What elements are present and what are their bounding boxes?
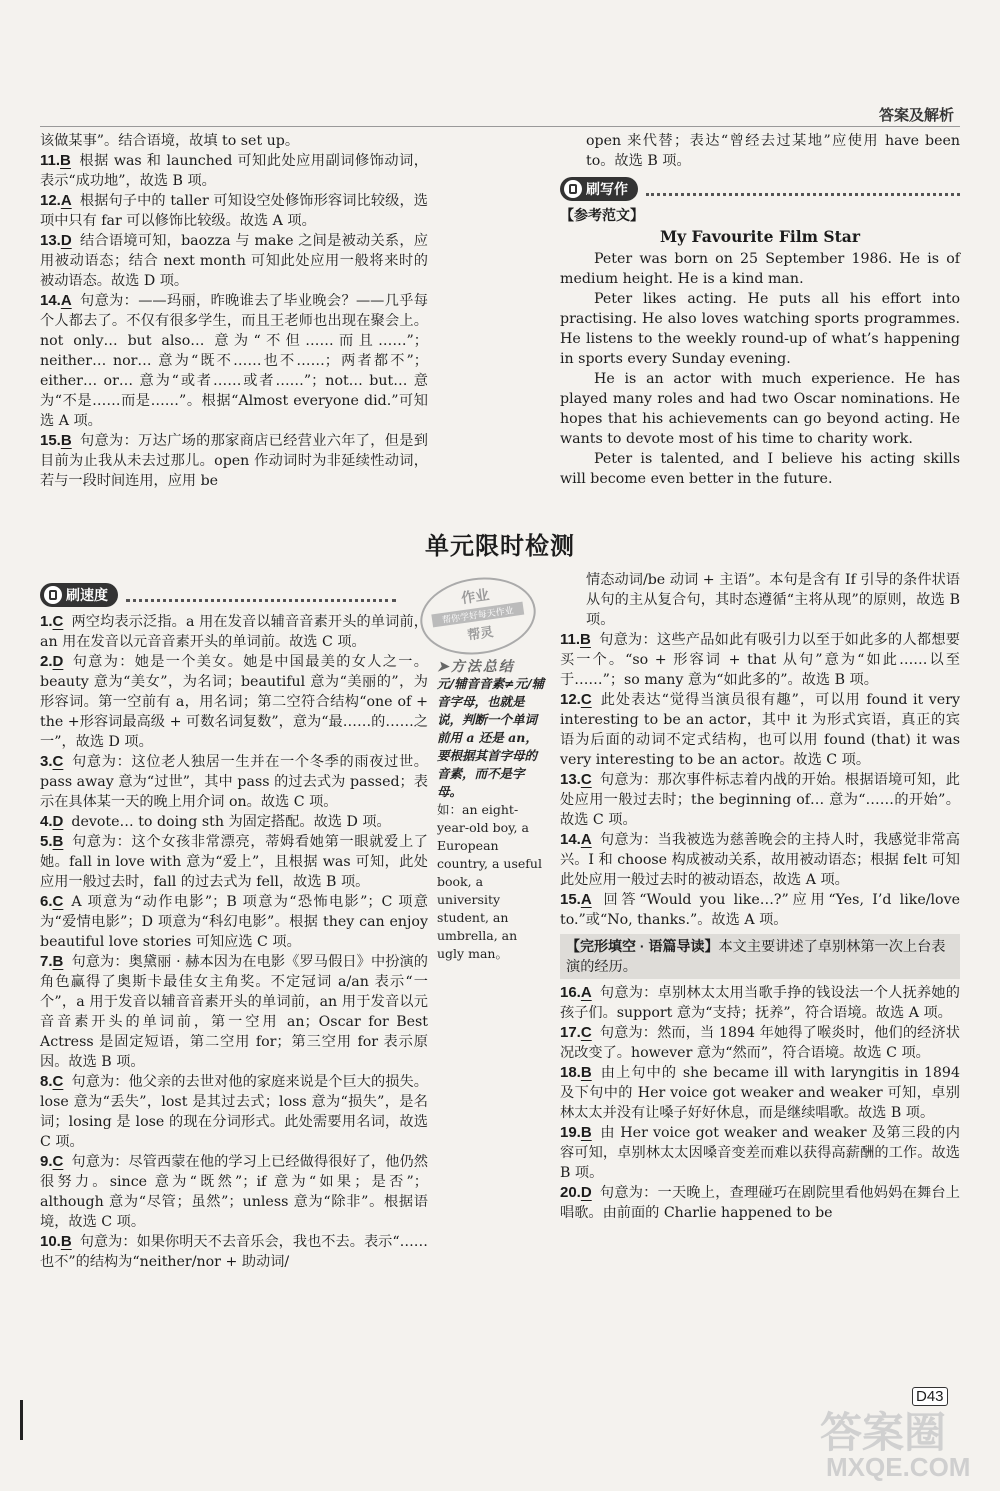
item-answer: C bbox=[580, 691, 592, 708]
answer-item bbox=[40, 131, 428, 151]
item-explanation: 句意为：奥黛丽 · 赫本因为在电影《罗马假日》中扮演的角色赢得了奥斯卡最佳女主角奖。不定冠词 a/an 表示“一个”，a 用于发音以辅音音素开头的单词前，an 用于发音以元音音素开头的单词前，第一空用 an；Oscar for Best Actress 是固定短语，第二空用 for；第三空用 for 表示原因。故选 B 项。 bbox=[40, 954, 428, 1070]
page-number: D43 bbox=[912, 1387, 948, 1406]
item-explanation: 句意为：那次事件标志着内战的开始。根据语境可知，此处应用一般过去时；the beginning of… 意为“……的开始”。故选 C 项。 bbox=[560, 772, 960, 828]
cloze-intro-box bbox=[560, 934, 960, 979]
speed-tag bbox=[40, 583, 118, 607]
answer-item bbox=[560, 890, 960, 930]
answer-item bbox=[40, 752, 428, 812]
right-bottom-continuation: 情态动词/be 动词 + 主语”。本句是含有 If 引导的条件状语从句的主从复合句，其时态遵循“主将从现”的原则，故选 B 项。 bbox=[586, 572, 960, 628]
item-number: 8. bbox=[40, 1073, 53, 1090]
item-number: 2. bbox=[40, 653, 53, 670]
item-answer: B bbox=[60, 152, 71, 169]
item-explanation: A 项意为“动作电影”；B 项意为“恐怖电影”；C 项意为“爱情电影”；D 项意为“科幻电影”。根据 they can enjoy beautiful love stories 可知应选 C 项。 bbox=[40, 894, 428, 950]
answer-item bbox=[560, 770, 960, 830]
item-explanation: 根据句子中的 taller 可知设空处修饰形容词比较级，选项中只有 far 可以修饰比较级。故选 A 项。 bbox=[40, 193, 428, 229]
item-answer: B bbox=[52, 953, 64, 970]
section-title: 单元限时检测 bbox=[425, 533, 575, 560]
method-summary-en: 如：an eight-year-old boy, a European country, a useful book, a university student, an umbrella, an ugly man。 bbox=[437, 802, 542, 961]
item-explanation: 句意为：当我被选为慈善晚会的主持人时，我感觉非常高兴。I 和 choose 构成被动关系，故用被动语态；根据 felt 可知此处应用一般过去时的被动语态，故选 A 项。 bbox=[560, 832, 960, 888]
item-explanation: 由 Her voice got weaker and weaker 及第三段的内容可知，卓别林太太因嗓音变差而难以获得高薪酬的工作。故选 B 项。 bbox=[560, 1125, 960, 1181]
answer-item bbox=[560, 1183, 960, 1223]
item-explanation: 句意为：尽管西蒙在他的学习上已经做得很好了，他仍然很努力。since 意为“既然”；if 意为“如果；是否”；although 意为“尽管；虽然”；unless 意为“除非”。根据语境，故选 C 项。 bbox=[40, 1154, 428, 1230]
method-summary-cn: 元/辅音音素≠元/辅音字母，也就是说，判断一个单词前用 a 还是 an，要根据其首字母的音素，而不是字母。 bbox=[437, 676, 545, 799]
item-answer: C bbox=[580, 771, 592, 788]
stamp-bottom-text: 帮灵 bbox=[466, 624, 495, 643]
item-number: 6. bbox=[40, 893, 53, 910]
answer-item bbox=[560, 630, 960, 690]
item-number: 19. bbox=[560, 1124, 581, 1141]
item-explanation: 该做某事”。结合语境，故填 to set up。 bbox=[40, 133, 300, 149]
stamp-top-text: 作业 bbox=[460, 586, 491, 607]
answer-item bbox=[40, 1232, 428, 1272]
item-explanation: 句意为：这个女孩非常漂亮，蒂姆看她第一眼就爱上了她。fall in love with 意为“爱上”，且根据 was 可知，此处应用一般过去时，fall 的过去式为 fell，故选 B 项。 bbox=[40, 834, 428, 890]
item-answer: C bbox=[52, 893, 64, 910]
item-answer: B bbox=[60, 432, 72, 449]
item-explanation: 句意为：然而，当 1894 年她得了喉炎时，他们的经济状况改变了。however 意为“然而”，符合语境。故选 C 项。 bbox=[560, 1025, 960, 1061]
item-number: 7. bbox=[40, 953, 53, 970]
answer-item bbox=[40, 812, 428, 832]
item-answer: D bbox=[580, 1184, 592, 1201]
left-bottom-column bbox=[40, 612, 428, 1272]
item-explanation: 句意为：——玛丽，昨晚谁去了毕业晚会？——几乎每个人都去了。不仅有很多学生，而且王老师也出现在聚会上。not only… but also… 意为“不但……而且……”；neither… nor… 意为“既不……也不……；两者都不”；either… or… 意为“或者……或者……”；not… but… 意为“不是……而是……”。根据“Almost everyone did.”可知选 A 项。 bbox=[40, 293, 428, 429]
item-explanation: 句意为：这位老人独居一生并在一个冬季的雨夜过世。pass away 意为“过世”，其中 pass 的过去式为 passed；表示在具体某一天的晚上用介词 on。故选 C 项。 bbox=[40, 754, 428, 810]
answer-item bbox=[560, 983, 960, 1023]
item-answer: A bbox=[580, 984, 592, 1001]
essay-paragraph: He is an actor with much experience. He has played many roles and had two Oscar nominations. He hopes that his achievements can go beyond acting. He wants to devote most of his time to charity work. bbox=[560, 371, 960, 447]
answer-item bbox=[560, 1123, 960, 1183]
item-explanation: 两空均表示泛指。a 用在发音以辅音音素开头的单词前，an 用在发音以元音音素开头的单词前。故选 C 项。 bbox=[40, 614, 428, 650]
essay-paragraph: Peter is talented, and I believe his acting skills will become even better in the future. bbox=[560, 451, 960, 487]
item-number: 16. bbox=[560, 984, 581, 1001]
item-number: 10. bbox=[40, 1233, 61, 1250]
essay-title: My Favourite Film Star bbox=[660, 227, 860, 246]
item-answer: C bbox=[52, 753, 64, 770]
item-answer: D bbox=[52, 813, 64, 830]
answer-item bbox=[560, 1023, 960, 1063]
item-answer: A bbox=[580, 831, 592, 848]
left-top-column bbox=[40, 131, 428, 491]
left-edge-mark bbox=[20, 1400, 23, 1440]
item-explanation: 回答“Would you like…?”应用“Yes, I’d like/love to.”或“No, thanks.”。故选 A 项。 bbox=[560, 892, 960, 928]
item-explanation: 句意为：这些产品如此有吸引力以至于如此多的人都想要买一个。“so + 形容词 + that 从句”意为“如此……以至于……”；so many 意为“如此多的”。故选 B 项。 bbox=[560, 632, 960, 688]
item-explanation: 结合语境可知，baozza 与 make 之间是被动关系，应用被动语态；结合 next month 可知此处应用一般将来时的被动语态。故选 D 项。 bbox=[40, 233, 428, 289]
notebook-icon bbox=[44, 586, 62, 604]
cloze-intro-text: 本文主要讲述了卓别林第一次上台表演的经历。 bbox=[566, 939, 946, 975]
answer-item bbox=[40, 652, 428, 752]
item-answer: C bbox=[52, 1153, 64, 1170]
item-explanation: 句意为：万达广场的那家商店已经营业六年了，但是到目前为止我从未去过那儿。open 作动词时为非延续性动词，若与一段时间连用，应用 be bbox=[40, 433, 428, 489]
stamp-mid-text: 帮你学好每天作业 bbox=[431, 602, 524, 628]
notebook-icon bbox=[564, 180, 582, 198]
watermark-logo: 答案圈 bbox=[820, 1409, 947, 1456]
item-answer: C bbox=[52, 613, 64, 630]
method-summary-note bbox=[437, 657, 547, 963]
essay-paragraph: Peter was born on 25 September 1986. He is of medium height. He is a kind man. bbox=[560, 251, 960, 287]
item-number: 17. bbox=[560, 1024, 581, 1041]
item-number: 4. bbox=[40, 813, 53, 830]
item-number: 20. bbox=[560, 1184, 581, 1201]
answer-item bbox=[40, 191, 428, 231]
item-explanation: 此处表达“觉得当演员很有趣”，可以用 found it very interesting to be an actor，其中 it 为形式宾语，真正的宾语为后面的动词不定式结构，也可以用 found (that) it was very interesting to be an actor。故选 C 项。 bbox=[560, 692, 960, 768]
item-number: 12. bbox=[560, 691, 581, 708]
item-number: 18. bbox=[560, 1064, 581, 1081]
item-number: 15. bbox=[560, 891, 581, 908]
right-bottom-column bbox=[560, 570, 960, 1223]
item-answer: B bbox=[52, 833, 64, 850]
item-answer: A bbox=[580, 891, 592, 908]
item-number: 5. bbox=[40, 833, 53, 850]
item-number: 14. bbox=[40, 292, 61, 309]
item-number: 15. bbox=[40, 432, 61, 449]
item-explanation: 句意为：如果你明天不去音乐会，我也不去。表示“……也不”的结构为“neither/nor + 助动词/ bbox=[40, 1234, 428, 1270]
header-rule bbox=[40, 126, 960, 127]
right-top-column bbox=[560, 131, 960, 489]
right-top-continuation: open 来代替；表达“曾经去过某地”应使用 have been to。故选 B 项。 bbox=[586, 133, 960, 169]
item-number: 14. bbox=[560, 831, 581, 848]
item-answer: B bbox=[580, 1124, 592, 1141]
item-number: 1. bbox=[40, 613, 53, 630]
item-number: 13. bbox=[560, 771, 581, 788]
item-answer: A bbox=[60, 192, 72, 209]
item-number: 3. bbox=[40, 753, 53, 770]
answer-item bbox=[40, 231, 428, 291]
answer-item bbox=[40, 832, 428, 892]
essay-paragraph: Peter likes acting. He puts all his effort into practising. He also loves watching sports programmes. He listens to the weekly round-up of what’s happening in sports every Sunday evening. bbox=[560, 291, 960, 367]
answer-item bbox=[560, 690, 960, 770]
method-summary-title: ➤方法总结 bbox=[437, 658, 515, 674]
answer-item bbox=[40, 291, 428, 431]
item-answer: D bbox=[60, 232, 72, 249]
answer-item bbox=[40, 892, 428, 952]
item-answer: D bbox=[52, 653, 64, 670]
item-explanation: 句意为：他父亲的去世对他的家庭来说是个巨大的损失。lose 意为“丢失”，lost 是其过去式；loss 意为“损失”，是名词；losing 是 lose 的现在分词形式。此处需要用名词，故选 C 项。 bbox=[40, 1074, 428, 1150]
answer-item bbox=[560, 830, 960, 890]
item-answer: B bbox=[580, 1064, 592, 1081]
item-answer: C bbox=[52, 1073, 64, 1090]
cloze-intro-label: 【完形填空 · 语篇导读】 bbox=[566, 938, 719, 954]
item-answer: A bbox=[60, 292, 72, 309]
item-number: 13. bbox=[40, 232, 61, 249]
answer-item bbox=[40, 1072, 428, 1152]
essay-body bbox=[560, 249, 960, 489]
item-explanation: 句意为：她是一个美女。她是中国最美的女人之一。beauty 意为“美女”，为名词；beautiful 意为“美丽的”，为形容词。第一空前有 a，用名词；第二空符合结构“one of + the +形容词最高级 + 可数名词复数”，意为“最……的……之一”，故选 D 项。 bbox=[40, 654, 428, 750]
speed-tag-label: 刷速度 bbox=[66, 587, 108, 603]
item-explanation: 由上句中的 she became ill with laryngitis in 1894 及下句中的 Her voice got weaker and weaker 可知，卓别林太太并没有让嗓子好好休息，而是继续唱歌。故选 B 项。 bbox=[560, 1065, 960, 1121]
answer-item bbox=[40, 151, 428, 191]
item-answer: B bbox=[580, 631, 591, 648]
item-number: 11. bbox=[560, 631, 581, 648]
answer-item bbox=[40, 952, 428, 1072]
answer-item bbox=[560, 1063, 960, 1123]
answer-item bbox=[40, 1152, 428, 1232]
item-explanation: 句意为：一天晚上，查理碰巧在剧院里看他妈妈在舞台上唱歌。由前面的 Charlie happened to be bbox=[560, 1185, 960, 1221]
item-answer: B bbox=[60, 1233, 72, 1250]
item-explanation: 根据 was 和 launched 可知此处应用副词修饰动词，表示“成功地”，故选 B 项。 bbox=[40, 153, 428, 189]
homework-stamp bbox=[415, 570, 540, 661]
dotted-divider bbox=[126, 589, 396, 602]
answer-item bbox=[40, 612, 428, 652]
header-title: 答案及解析 bbox=[878, 107, 954, 124]
dotted-divider bbox=[646, 183, 960, 196]
item-number: 12. bbox=[40, 192, 61, 209]
item-explanation: 句意为：卓别林太太用当歌手挣的钱设法一个人抚养她的孩子们。support 意为“支持；抚养”，符合语境。故选 A 项。 bbox=[560, 985, 960, 1021]
item-answer: C bbox=[580, 1024, 592, 1041]
writing-tag-label: 刷写作 bbox=[586, 181, 628, 197]
item-number: 11. bbox=[40, 152, 61, 169]
reference-essay-label: 【参考范文】 bbox=[560, 207, 644, 223]
writing-tag bbox=[560, 177, 638, 201]
item-explanation: devote… to doing sth 为固定搭配。故选 D 项。 bbox=[71, 814, 391, 830]
writing-tag-row bbox=[560, 177, 960, 201]
answer-item bbox=[40, 431, 428, 491]
watermark-site: MXQE.COM bbox=[826, 1452, 971, 1482]
speed-tag-row bbox=[40, 583, 430, 607]
item-number: 9. bbox=[40, 1153, 53, 1170]
arrow-icon: ➤ bbox=[437, 658, 451, 674]
